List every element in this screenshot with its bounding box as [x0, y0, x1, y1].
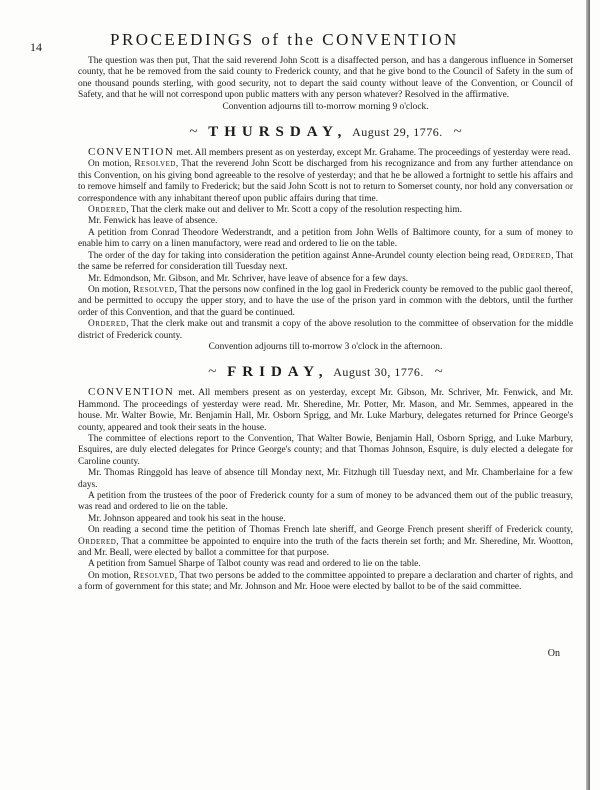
running-head: PROCEEDINGS of the CONVENTION: [110, 30, 459, 49]
paragraph: Mr. Thomas Ringgold has leave of absence till Monday next, Mr. Fitzhugh till Tuesday next, and Mr. Chamberlaine for a few days.: [78, 468, 573, 490]
ordered-term: Ordered: [512, 250, 552, 261]
heading-ornament-left: ~: [208, 364, 217, 381]
day-heading-thursday: [78, 123, 573, 141]
resolved-term: Resolved: [134, 159, 176, 170]
page-number: 14: [30, 40, 42, 54]
paragraph: CONVENTION met. All members present as on yesterday, except Mr. Gibson, Mr. Schriver, Mr. Fenwick, and Mr. Hammond. The proceedings of yesterday were read. Mr. Sheredine, Mr. Potter, Mr. Mason, and Mr. Semmes, appeared in the house. Mr. Walter Bowie, Mr. Benjamin Hall, Mr. Osborn Sprigg, and Mr. Luke Marbury, delegates returned for Prince George's county, appeared and took their seats in the house.: [78, 386, 573, 433]
resolved-term: Resolved: [133, 570, 175, 581]
paragraph: A petition from Conrad Theodore Wederstrandt, and a petition from John Wells of Baltimore county, for a sum of money to enable him to carry on a linen manufactory, were read and ordered to lie on the table.: [78, 227, 573, 250]
paragraph: On motion, Resolved, That two persons be added to the committee appointed to prepare a declaration and charter of rights, and a form of government for this state; and Mr. Johnson and Mr. Hooe were elected by ballot to be of the said committee.: [78, 570, 573, 593]
paragraph: Mr. Johnson appeared and took his seat in the house.: [88, 513, 286, 524]
page-body: [78, 56, 573, 594]
paragraph: Ordered, That the clerk make out and deliver to Mr. Scott a copy of the resolution respecting him.: [88, 205, 462, 216]
paragraph: Ordered, That the clerk make out and transmit a copy of the above resolution to the committee of observation for the middle district of Frederick county.: [78, 319, 573, 341]
friday-section: [78, 363, 573, 593]
paragraph: Mr. Fenwick has leave of absence.: [88, 216, 218, 227]
heading-ornament-left: ~: [189, 124, 198, 141]
opening-section: [78, 56, 573, 113]
paragraph: On motion, Resolved, That the reverend John Scott be discharged from his recognizance and from any further attendance on this Convention, on his giving bond agreeable to the resolve of yesterday; and that he be allowed a fortnight to settle his affairs and to remove himself and family to Frederick; but the said John Scott is not to return to Somerset county, nor hold any conversation or correspondence with any inhabitant thereof upon public affairs during that time.: [78, 159, 573, 204]
ordered-term: Ordered: [78, 536, 117, 547]
paragraph: A petition from Samuel Sharpe of Talbot county was read and ordered to lie on the table.: [88, 559, 421, 570]
heading-ornament-right: ~: [453, 124, 462, 141]
lead-word: CONVENTION: [88, 146, 175, 159]
adjournment-line: Convention adjourns till to-morrow 3 o'clock in the afternoon.: [208, 341, 443, 352]
heading-date: August 29, 1776.: [352, 125, 443, 140]
lead-word: CONVENTION: [88, 386, 175, 399]
catchword: On: [547, 648, 560, 659]
heading-date: August 30, 1776.: [333, 365, 424, 380]
opening-paragraph: The question was then put, That the said reverend John Scott is a disaffected person, and has a dangerous influence in Somerset county, that he be removed from the said county to Frederick county, and that he give bond to the Council of Safety in the sum of one thousand pounds sterling, with good security, not to depart the said county without leave of the Convention, or Council of Safety, and that he will not correspond upon public matters with any person whatever? Resolved in the affirmative.: [78, 56, 573, 101]
paragraph: A petition from the trustees of the poor of Frederick county for a sum of money to be advanced them out of the public treasury, was read and ordered to lie on the table.: [78, 491, 573, 513]
paragraph: The order of the day for taking into consideration the petition against Anne-Arundel county election being read, Ordered, That the same be referred for consideration till Tuesday next.: [78, 250, 573, 273]
day-heading-friday: [78, 363, 573, 381]
page-edge-shadow: [586, 0, 590, 790]
thursday-section: [78, 123, 573, 353]
heading-ornament-right: ~: [434, 364, 443, 381]
paragraph: Mr. Edmondson, Mr. Gibson, and Mr. Schriver, have leave of absence for a few days.: [88, 273, 409, 284]
resolved-term: Resolved: [133, 284, 175, 295]
paragraph: On reading a second time the petition of Thomas French late sheriff, and George French present sheriff of Frederick county, Ordered, That a committee be appointed to enquire into the truth of the facts therein set forth; and Mr. Sheredine, Mr. Wootton, and Mr. Beall, were elected by ballot a committee for that purpose.: [78, 525, 573, 559]
page-header: [30, 30, 570, 52]
paragraph: CONVENTION met. All members present as on yesterday, except Mr. Grahame. The proceedings of yesterday were read.: [88, 146, 571, 159]
ordered-term: Ordered: [88, 205, 127, 216]
heading-day: FRIDAY,: [227, 364, 329, 381]
heading-day: THURSDAY,: [208, 124, 348, 141]
ordered-term: Ordered: [88, 319, 127, 330]
paragraph: On motion, Resolved, That the persons now confined in the log gaol in Frederick county be removed to the public gaol thereof, and be permitted to occupy the upper story, and to have the use of the prison yard in common with the debtors, until the further order of this Convention, and that the guard be continued.: [78, 284, 573, 318]
paragraph: The committee of elections report to the Convention, That Walter Bowie, Benjamin Hall, Osborn Sprigg, and Luke Marbury, Esquires, are duly elected delegates for Prince George's county; and that Thomas Johnson, Esquire, is duly elected a delegate for Caroline county.: [78, 433, 573, 467]
adjournment-line: Convention adjourns till to-morrow morning 9 o'clock.: [222, 101, 429, 112]
